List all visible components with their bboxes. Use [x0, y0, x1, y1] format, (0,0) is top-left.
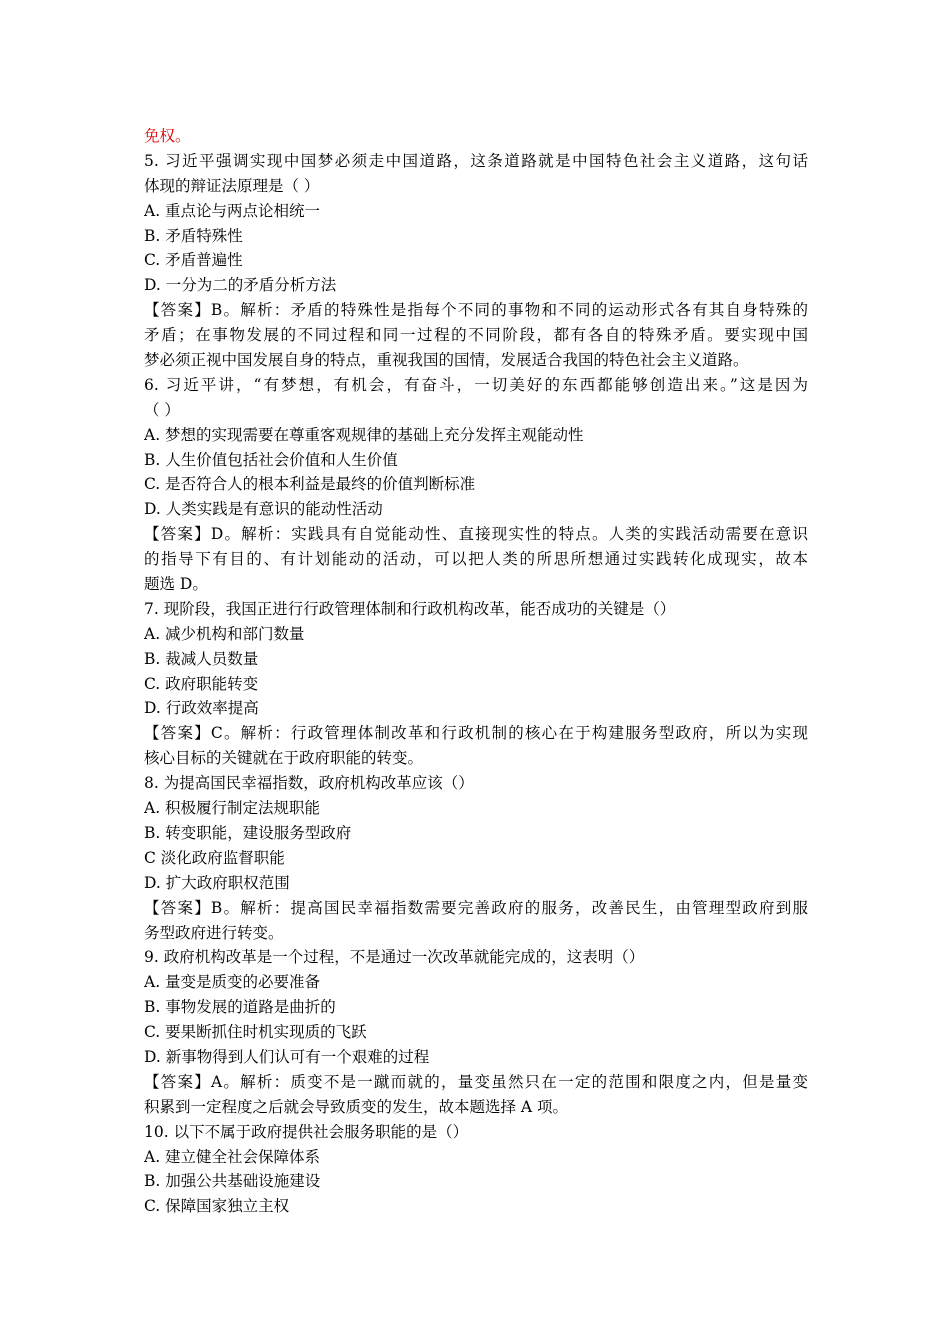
- option: A. 量变是质变的必要准备: [144, 973, 321, 992]
- question-block: [144, 149, 808, 373]
- option: D. 行政效率提高: [144, 699, 259, 718]
- answer-explanation: 矛盾；在事物发展的不同过程和同一过程的不同阶段，都有各自的特殊矛盾。要实现中国: [144, 326, 808, 345]
- question-block: [144, 771, 808, 945]
- lead-fragment: 免权。: [144, 127, 191, 145]
- answer-explanation: 的指导下有目的、有计划能动的活动，可以把人类的所思所想通过实践转化成现实，故本: [144, 550, 808, 569]
- option: C. 政府职能转变: [144, 674, 259, 693]
- option: D. 新事物得到人们认可有一个艰难的过程: [144, 1047, 430, 1066]
- option: B. 事物发展的道路是曲折的: [144, 998, 336, 1017]
- question-stem: 5. 习近平强调实现中国梦必须走中国道路，这条道路就是中国特色社会主义道路，这句话: [144, 151, 808, 170]
- document-page: [144, 124, 808, 1219]
- answer-explanation: 【答案】C。解析：行政管理体制改革和行政机制的核心在于构建服务型政府，所以为实现: [144, 724, 808, 743]
- question-stem: 8. 为提高国民幸福指数，政府机构改革应该（）: [144, 774, 474, 793]
- question-stem: 10. 以下不属于政府提供社会服务职能的是（）: [144, 1122, 469, 1141]
- option: D. 人类实践是有意识的能动性活动: [144, 500, 383, 519]
- option: C. 保障国家独立主权: [144, 1197, 290, 1216]
- question-stem: 7. 现阶段，我国正进行行政管理体制和行政机构改革，能否成功的关键是（）: [144, 599, 676, 618]
- option: A. 重点论与两点论相统一: [144, 201, 321, 220]
- question-block: [144, 373, 808, 597]
- option: A. 建立健全社会保障体系: [144, 1147, 321, 1166]
- question-block: [144, 945, 808, 1119]
- option: A. 积极履行制定法规职能: [144, 799, 321, 818]
- answer-explanation: 【答案】B。解析：矛盾的特殊性是指每个不同的事物和不同的运动形式各有其自身特殊的: [144, 301, 808, 320]
- option: A. 梦想的实现需要在尊重客观规律的基础上充分发挥主观能动性: [144, 425, 584, 444]
- option: B. 转变职能，建设服务型政府: [144, 823, 352, 842]
- option: C. 要果断抓住时机实现质的飞跃: [144, 1023, 367, 1042]
- option: A. 减少机构和部门数量: [144, 624, 305, 643]
- answer-explanation: 【答案】D。解析：实践具有自觉能动性、直接现实性的特点。人类的实践活动需要在意识: [144, 525, 808, 544]
- option: D. 扩大政府职权范围: [144, 873, 290, 892]
- answer-explanation: 梦必须正视中国发展自身的特点，重视我国的国情，发展适合我国的特色社会主义道路。: [144, 351, 749, 370]
- question-stem: （ ）: [144, 400, 180, 419]
- answer-explanation: 核心目标的关键就在于政府职能的转变。: [144, 749, 424, 768]
- answer-explanation: 【答案】B。解析：提高国民幸福指数需要完善政府的服务，改善民生，由管理型政府到服: [144, 898, 808, 917]
- question-stem: 9. 政府机构改革是一个过程，不是通过一次改革就能完成的，这表明（）: [144, 948, 645, 967]
- option: B. 矛盾特殊性: [144, 226, 243, 245]
- option: C 淡化政府监督职能: [144, 848, 285, 867]
- question-block: [144, 1120, 808, 1220]
- option: C. 矛盾普遍性: [144, 251, 243, 270]
- option: C. 是否符合人的根本利益是最终的价值判断标准: [144, 475, 476, 494]
- question-block: [144, 597, 808, 771]
- answer-explanation: 题选 D。: [144, 575, 208, 594]
- answer-explanation: 【答案】A。解析：质变不是一蹴而就的，量变虽然只在一定的范围和限度之内，但是量变: [144, 1072, 808, 1091]
- option: D. 一分为二的矛盾分析方法: [144, 276, 337, 295]
- option: B. 人生价值包括社会价值和人生价值: [144, 450, 398, 469]
- option: B. 加强公共基础设施建设: [144, 1172, 321, 1191]
- question-stem: 6. 习近平讲，“有梦想，有机会，有奋斗，一切美好的东西都能够创造出来。”这是因为: [144, 375, 808, 394]
- question-list: [144, 149, 808, 1219]
- answer-explanation: 务型政府进行转变。: [144, 923, 284, 942]
- question-stem: 体现的辩证法原理是（ ）: [144, 176, 320, 195]
- answer-explanation: 积累到一定程度之后就会导致质变的发生，故本题选择 A 项。: [144, 1097, 569, 1116]
- option: B. 裁减人员数量: [144, 649, 259, 668]
